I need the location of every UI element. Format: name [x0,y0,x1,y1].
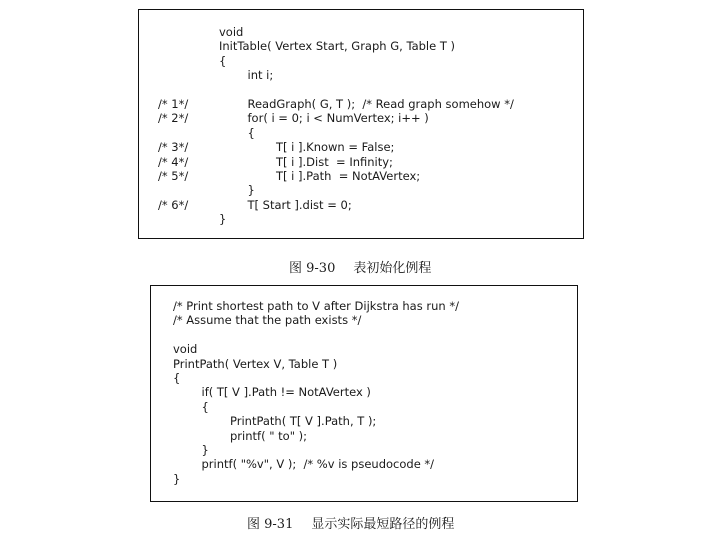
figure-9-31-code-box [150,285,578,502]
code-text: T[ i ].Dist = Infinity; [276,154,393,169]
caption-title: 表初始化例程 [353,261,432,276]
code-text: printf( "%v", V ); /* %v is pseudocode */ [201,457,435,472]
code-text: if( T[ V ].Path != NotAVertex ) [201,385,371,400]
code-text: PrintPath( Vertex V, Table T ) [173,356,338,371]
line-label: /* 3*/ [158,140,189,155]
caption-number: 图 9-31 [247,517,294,532]
code-text: { [247,125,255,140]
line-label: /* 5*/ [158,169,189,183]
code-text: { [201,399,209,414]
line-label: /* 2*/ [158,111,189,126]
code-text: for( i = 0; i < NumVertex; i++ ) [247,111,429,126]
code-text: InitTable( Vertex Start, Graph G, Table T ) [219,39,456,54]
code-text: } [247,183,255,198]
code-text: /* Print shortest path to V after Dijkstra has run */ [173,299,459,313]
code-text: /* Assume that the path exists */ [173,313,362,328]
code-text: ReadGraph( G, T ); /* Read graph somehow */ [247,97,514,111]
code-text: { [219,53,227,68]
code-text: } [219,212,227,227]
code-text: void [219,25,244,39]
figure-9-31-caption [247,513,454,532]
code-text: void [173,342,198,357]
line-label: /* 1*/ [158,97,189,111]
figure-9-30-caption [289,257,431,276]
code-text: printf( " to" ); [230,428,308,443]
code-text: T[ i ].Path = NotAVertex; [276,169,421,183]
line-label: /* 4*/ [158,154,189,169]
code-text: int i; [247,68,274,83]
code-text: { [173,371,181,385]
code-text: PrintPath( T[ V ].Path, T ); [230,414,377,429]
caption-title: 显示实际最短路径的例程 [311,517,455,532]
code-text: T[ Start ].dist = 0; [247,197,352,212]
figure-9-30-code-box [138,9,584,239]
code-text: T[ i ].Known = False; [276,140,395,155]
code-text: } [201,443,209,457]
line-label: /* 6*/ [158,197,189,212]
caption-number: 图 9-30 [289,261,336,276]
code-text: } [173,471,181,486]
